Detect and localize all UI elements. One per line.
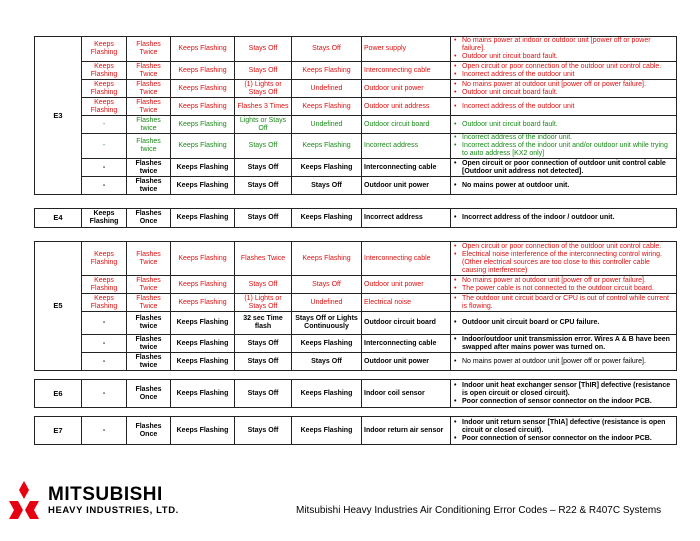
- remedy-item: • The outdoor unit circuit board or CPU is out of control while current is flowing.: [462, 295, 674, 311]
- cause: Incorrect address: [362, 134, 451, 159]
- remedy-item: • No mains power at outdoor unit [power off or power failure].: [462, 81, 674, 89]
- remedy-cell: [451, 134, 677, 159]
- error-code: E6: [35, 380, 82, 408]
- outdoor-led-red: Lights or Stays Off: [235, 116, 292, 134]
- table-row: [35, 116, 677, 134]
- remedy-item: • No mains power at outdoor unit [power off or power failure].: [462, 277, 674, 285]
- remedy-item: • No mains power at outdoor unit.: [462, 182, 674, 190]
- cause: Power supply: [362, 37, 451, 62]
- table-row: [35, 353, 677, 371]
- table-row: [35, 312, 677, 335]
- remote-led-red: Keeps Flashing: [171, 276, 235, 294]
- cause: Outdoor unit power: [362, 80, 451, 98]
- outdoor-led-green: Keeps Flashing: [292, 380, 362, 408]
- indoor-led-red: -: [82, 312, 127, 335]
- table-row: [35, 417, 677, 445]
- outdoor-led-green: Undefined: [292, 80, 362, 98]
- outdoor-led-red: Stays Off: [235, 134, 292, 159]
- mitsubishi-three-diamonds-logo-icon: [4, 480, 44, 520]
- remedy-item: • Incorrect address of the indoor unit and/or outdoor unit while trying to auto address [KX2 only]: [462, 142, 674, 158]
- outdoor-led-red: Stays Off: [235, 177, 292, 195]
- remote-led-red: Keeps Flashing: [171, 116, 235, 134]
- remedy-cell: [451, 417, 677, 445]
- error-code: E7: [35, 417, 82, 445]
- indoor-led-red: Keeps Flashing: [82, 276, 127, 294]
- outdoor-led-red: Stays Off: [235, 62, 292, 80]
- indoor-led-green: Flashes Twice: [127, 294, 171, 312]
- remote-led-red: Keeps Flashing: [171, 335, 235, 353]
- outdoor-led-red: Stays Off: [235, 276, 292, 294]
- indoor-led-green: Flashes Once: [127, 380, 171, 408]
- indoor-led-red: -: [82, 335, 127, 353]
- remedy-item: • Poor connection of sensor connector on the indoor PCB.: [462, 435, 674, 443]
- cause: Outdoor unit power: [362, 353, 451, 371]
- remedy-item: • Incorrect address of the indoor / outdoor unit.: [462, 214, 674, 222]
- cause: Outdoor unit address: [362, 98, 451, 116]
- table-row: [35, 276, 677, 294]
- error-table-e4: [34, 208, 677, 228]
- cause: Indoor coil sensor: [362, 380, 451, 408]
- indoor-led-red: Keeps Flashing: [82, 294, 127, 312]
- error-code: E3: [35, 37, 82, 195]
- cause: Outdoor unit power: [362, 276, 451, 294]
- outdoor-led-red: (1) Lights or Stays Off: [235, 294, 292, 312]
- indoor-led-green: Flashes Twice: [127, 276, 171, 294]
- error-table-e5: [34, 241, 677, 371]
- table-row: [35, 159, 677, 177]
- outdoor-led-green: Undefined: [292, 116, 362, 134]
- error-table-e6: [34, 379, 677, 408]
- cause: Interconnecting cable: [362, 242, 451, 276]
- indoor-led-red: Keeps Flashing: [82, 62, 127, 80]
- outdoor-led-green: Keeps Flashing: [292, 98, 362, 116]
- outdoor-led-red: Flashes Twice: [235, 242, 292, 276]
- outdoor-led-red: Stays Off: [235, 353, 292, 371]
- cause: Interconnecting cable: [362, 159, 451, 177]
- outdoor-led-green: Stays Off: [292, 276, 362, 294]
- indoor-led-green: Flashes Once: [127, 209, 171, 228]
- remedy-cell: [451, 159, 677, 177]
- outdoor-led-red: Stays Off: [235, 159, 292, 177]
- remedy-cell: [451, 209, 677, 228]
- indoor-led-green: Flashes Twice: [127, 37, 171, 62]
- remote-led-red: Keeps Flashing: [171, 353, 235, 371]
- remedy-cell: [451, 294, 677, 312]
- outdoor-led-green: Keeps Flashing: [292, 242, 362, 276]
- table-row: [35, 98, 677, 116]
- error-table-e3: [34, 36, 677, 195]
- remedy-cell: [451, 98, 677, 116]
- indoor-led-red: -: [82, 116, 127, 134]
- indoor-led-green: Flashes twice: [127, 312, 171, 335]
- table-row: [35, 177, 677, 195]
- indoor-led-green: Flashes twice: [127, 116, 171, 134]
- brand-subtitle: HEAVY INDUSTRIES, LTD.: [48, 505, 179, 516]
- cause: Interconnecting cable: [362, 62, 451, 80]
- cause: Outdoor unit power: [362, 177, 451, 195]
- indoor-led-red: Keeps Flashing: [82, 98, 127, 116]
- remote-led-red: Keeps Flashing: [171, 312, 235, 335]
- remedy-item: • Incorrect address of the outdoor unit: [462, 71, 674, 79]
- cause: Electrical noise: [362, 294, 451, 312]
- table-row: [35, 335, 677, 353]
- indoor-led-green: Flashes twice: [127, 353, 171, 371]
- remedy-cell: [451, 177, 677, 195]
- indoor-led-green: Flashes twice: [127, 177, 171, 195]
- remedy-item: • Indoor/outdoor unit transmission error. Wires A & B have been swapped after mains power was turned on.: [462, 336, 674, 352]
- outdoor-led-green: Stays Off: [292, 353, 362, 371]
- table-row: [35, 294, 677, 312]
- document-title: Mitsubishi Heavy Industries Air Conditioning Error Codes – R22 & R407C Systems: [296, 505, 662, 516]
- indoor-led-red: Keeps Flashing: [82, 37, 127, 62]
- outdoor-led-red: Stays Off: [235, 417, 292, 445]
- remedy-item: • Outdoor unit circuit board fault.: [462, 53, 674, 61]
- remedy-item: • Indoor unit heat exchanger sensor [ThIR] defective (resistance is open circuit or closed circuit).: [462, 382, 674, 398]
- remedy-item: • Outdoor unit circuit board or CPU failure.: [462, 319, 674, 327]
- remote-led-red: Keeps Flashing: [171, 62, 235, 80]
- table-row: [35, 209, 677, 228]
- table-row: [35, 37, 677, 62]
- outdoor-led-green: Keeps Flashing: [292, 62, 362, 80]
- remedy-cell: [451, 242, 677, 276]
- remedy-cell: [451, 380, 677, 408]
- remote-led-red: Keeps Flashing: [171, 37, 235, 62]
- error-table-e7: [34, 416, 677, 445]
- remedy-cell: [451, 276, 677, 294]
- outdoor-led-red: Stays Off: [235, 335, 292, 353]
- remedy-item: • No mains power at indoor or outdoor unit [power off or power failure].: [462, 37, 674, 53]
- remedy-item: • The power cable is not connected to the outdoor circuit board.: [462, 285, 674, 293]
- remote-led-red: Keeps Flashing: [171, 380, 235, 408]
- table-row: [35, 62, 677, 80]
- table-row: [35, 242, 677, 276]
- cause: Interconnecting cable: [362, 335, 451, 353]
- outdoor-led-green: Keeps Flashing: [292, 417, 362, 445]
- remedy-item: • Poor connection of sensor connector on the indoor PCB.: [462, 398, 674, 406]
- remedy-cell: [451, 37, 677, 62]
- indoor-led-green: Flashes Twice: [127, 98, 171, 116]
- remote-led-red: Keeps Flashing: [171, 177, 235, 195]
- outdoor-led-green: Stays Off: [292, 177, 362, 195]
- remedy-cell: [451, 80, 677, 98]
- remote-led-red: Keeps Flashing: [171, 209, 235, 228]
- remote-led-red: Keeps Flashing: [171, 98, 235, 116]
- remedy-cell: [451, 353, 677, 371]
- remote-led-red: Keeps Flashing: [171, 134, 235, 159]
- outdoor-led-red: Stays Off: [235, 37, 292, 62]
- indoor-led-red: -: [82, 353, 127, 371]
- remedy-item: • Electrical noise interference of the interconnecting control wiring. (Other electrical sources are too close to this controller cable causing interference): [462, 251, 674, 275]
- indoor-led-green: Flashes Once: [127, 417, 171, 445]
- indoor-led-red: Keeps Flashing: [82, 80, 127, 98]
- cause: Incorrect address: [362, 209, 451, 228]
- outdoor-led-red: Stays Off: [235, 380, 292, 408]
- error-code: E5: [35, 242, 82, 371]
- remedy-item: • Incorrect address of the indoor unit.: [462, 134, 674, 142]
- outdoor-led-red: Flashes 3 Times: [235, 98, 292, 116]
- remote-led-red: Keeps Flashing: [171, 159, 235, 177]
- outdoor-led-green: Keeps Flashing: [292, 134, 362, 159]
- remedy-cell: [451, 116, 677, 134]
- table-row: [35, 134, 677, 159]
- table-row: [35, 380, 677, 408]
- indoor-led-red: Keeps Flashing: [82, 209, 127, 228]
- indoor-led-red: -: [82, 380, 127, 408]
- indoor-led-green: Flashes Twice: [127, 80, 171, 98]
- indoor-led-red: -: [82, 177, 127, 195]
- remedy-item: • Indoor unit return sensor [ThIA] defective (resistance is open circuit or closed circuit).: [462, 419, 674, 435]
- indoor-led-green: Flashes twice: [127, 335, 171, 353]
- remedy-cell: [451, 335, 677, 353]
- remote-led-red: Keeps Flashing: [171, 294, 235, 312]
- remedy-item: • Open circuit or poor connection of the outdoor unit control cable.: [462, 63, 674, 71]
- indoor-led-red: -: [82, 417, 127, 445]
- indoor-led-red: -: [82, 134, 127, 159]
- outdoor-led-red: Stays Off: [235, 209, 292, 228]
- remedy-cell: [451, 62, 677, 80]
- outdoor-led-green: Stays Off or Lights Continuously: [292, 312, 362, 335]
- brand-name: MITSUBISHI: [48, 484, 163, 505]
- cause: Indoor return air sensor: [362, 417, 451, 445]
- outdoor-led-green: Stays Off: [292, 37, 362, 62]
- table-row: [35, 80, 677, 98]
- outdoor-led-green: Undefined: [292, 294, 362, 312]
- error-code: E4: [35, 209, 82, 228]
- remedy-item: • No mains power at outdoor unit [power off or power failure].: [462, 358, 674, 366]
- outdoor-led-red: (1) Lights or Stays Off: [235, 80, 292, 98]
- indoor-led-green: Flashes Twice: [127, 242, 171, 276]
- outdoor-led-green: Keeps Flashing: [292, 209, 362, 228]
- remote-led-red: Keeps Flashing: [171, 80, 235, 98]
- remedy-item: • Incorrect address of the outdoor unit: [462, 103, 674, 111]
- indoor-led-red: -: [82, 159, 127, 177]
- remedy-cell: [451, 312, 677, 335]
- remote-led-red: Keeps Flashing: [171, 417, 235, 445]
- indoor-led-green: Flashes Twice: [127, 62, 171, 80]
- outdoor-led-green: Keeps Flashing: [292, 335, 362, 353]
- remedy-item: • Outdoor unit circuit board fault.: [462, 89, 674, 97]
- cause: Outdoor circuit board: [362, 116, 451, 134]
- remedy-item: • Open circuit or poor connection of outdoor unit control cable [Outdoor unit address not detected].: [462, 160, 674, 176]
- outdoor-led-red: 32 sec Time flash: [235, 312, 292, 335]
- remedy-item: • Outdoor unit circuit board fault.: [462, 121, 674, 129]
- outdoor-led-green: Keeps Flashing: [292, 159, 362, 177]
- remote-led-red: Keeps Flashing: [171, 242, 235, 276]
- cause: Outdoor circuit board: [362, 312, 451, 335]
- indoor-led-green: Flashes twice: [127, 134, 171, 159]
- indoor-led-green: Flashes twice: [127, 159, 171, 177]
- remedy-item: • Open circuit or poor connection of the outdoor unit control cable.: [462, 243, 674, 251]
- indoor-led-red: Keeps Flashing: [82, 242, 127, 276]
